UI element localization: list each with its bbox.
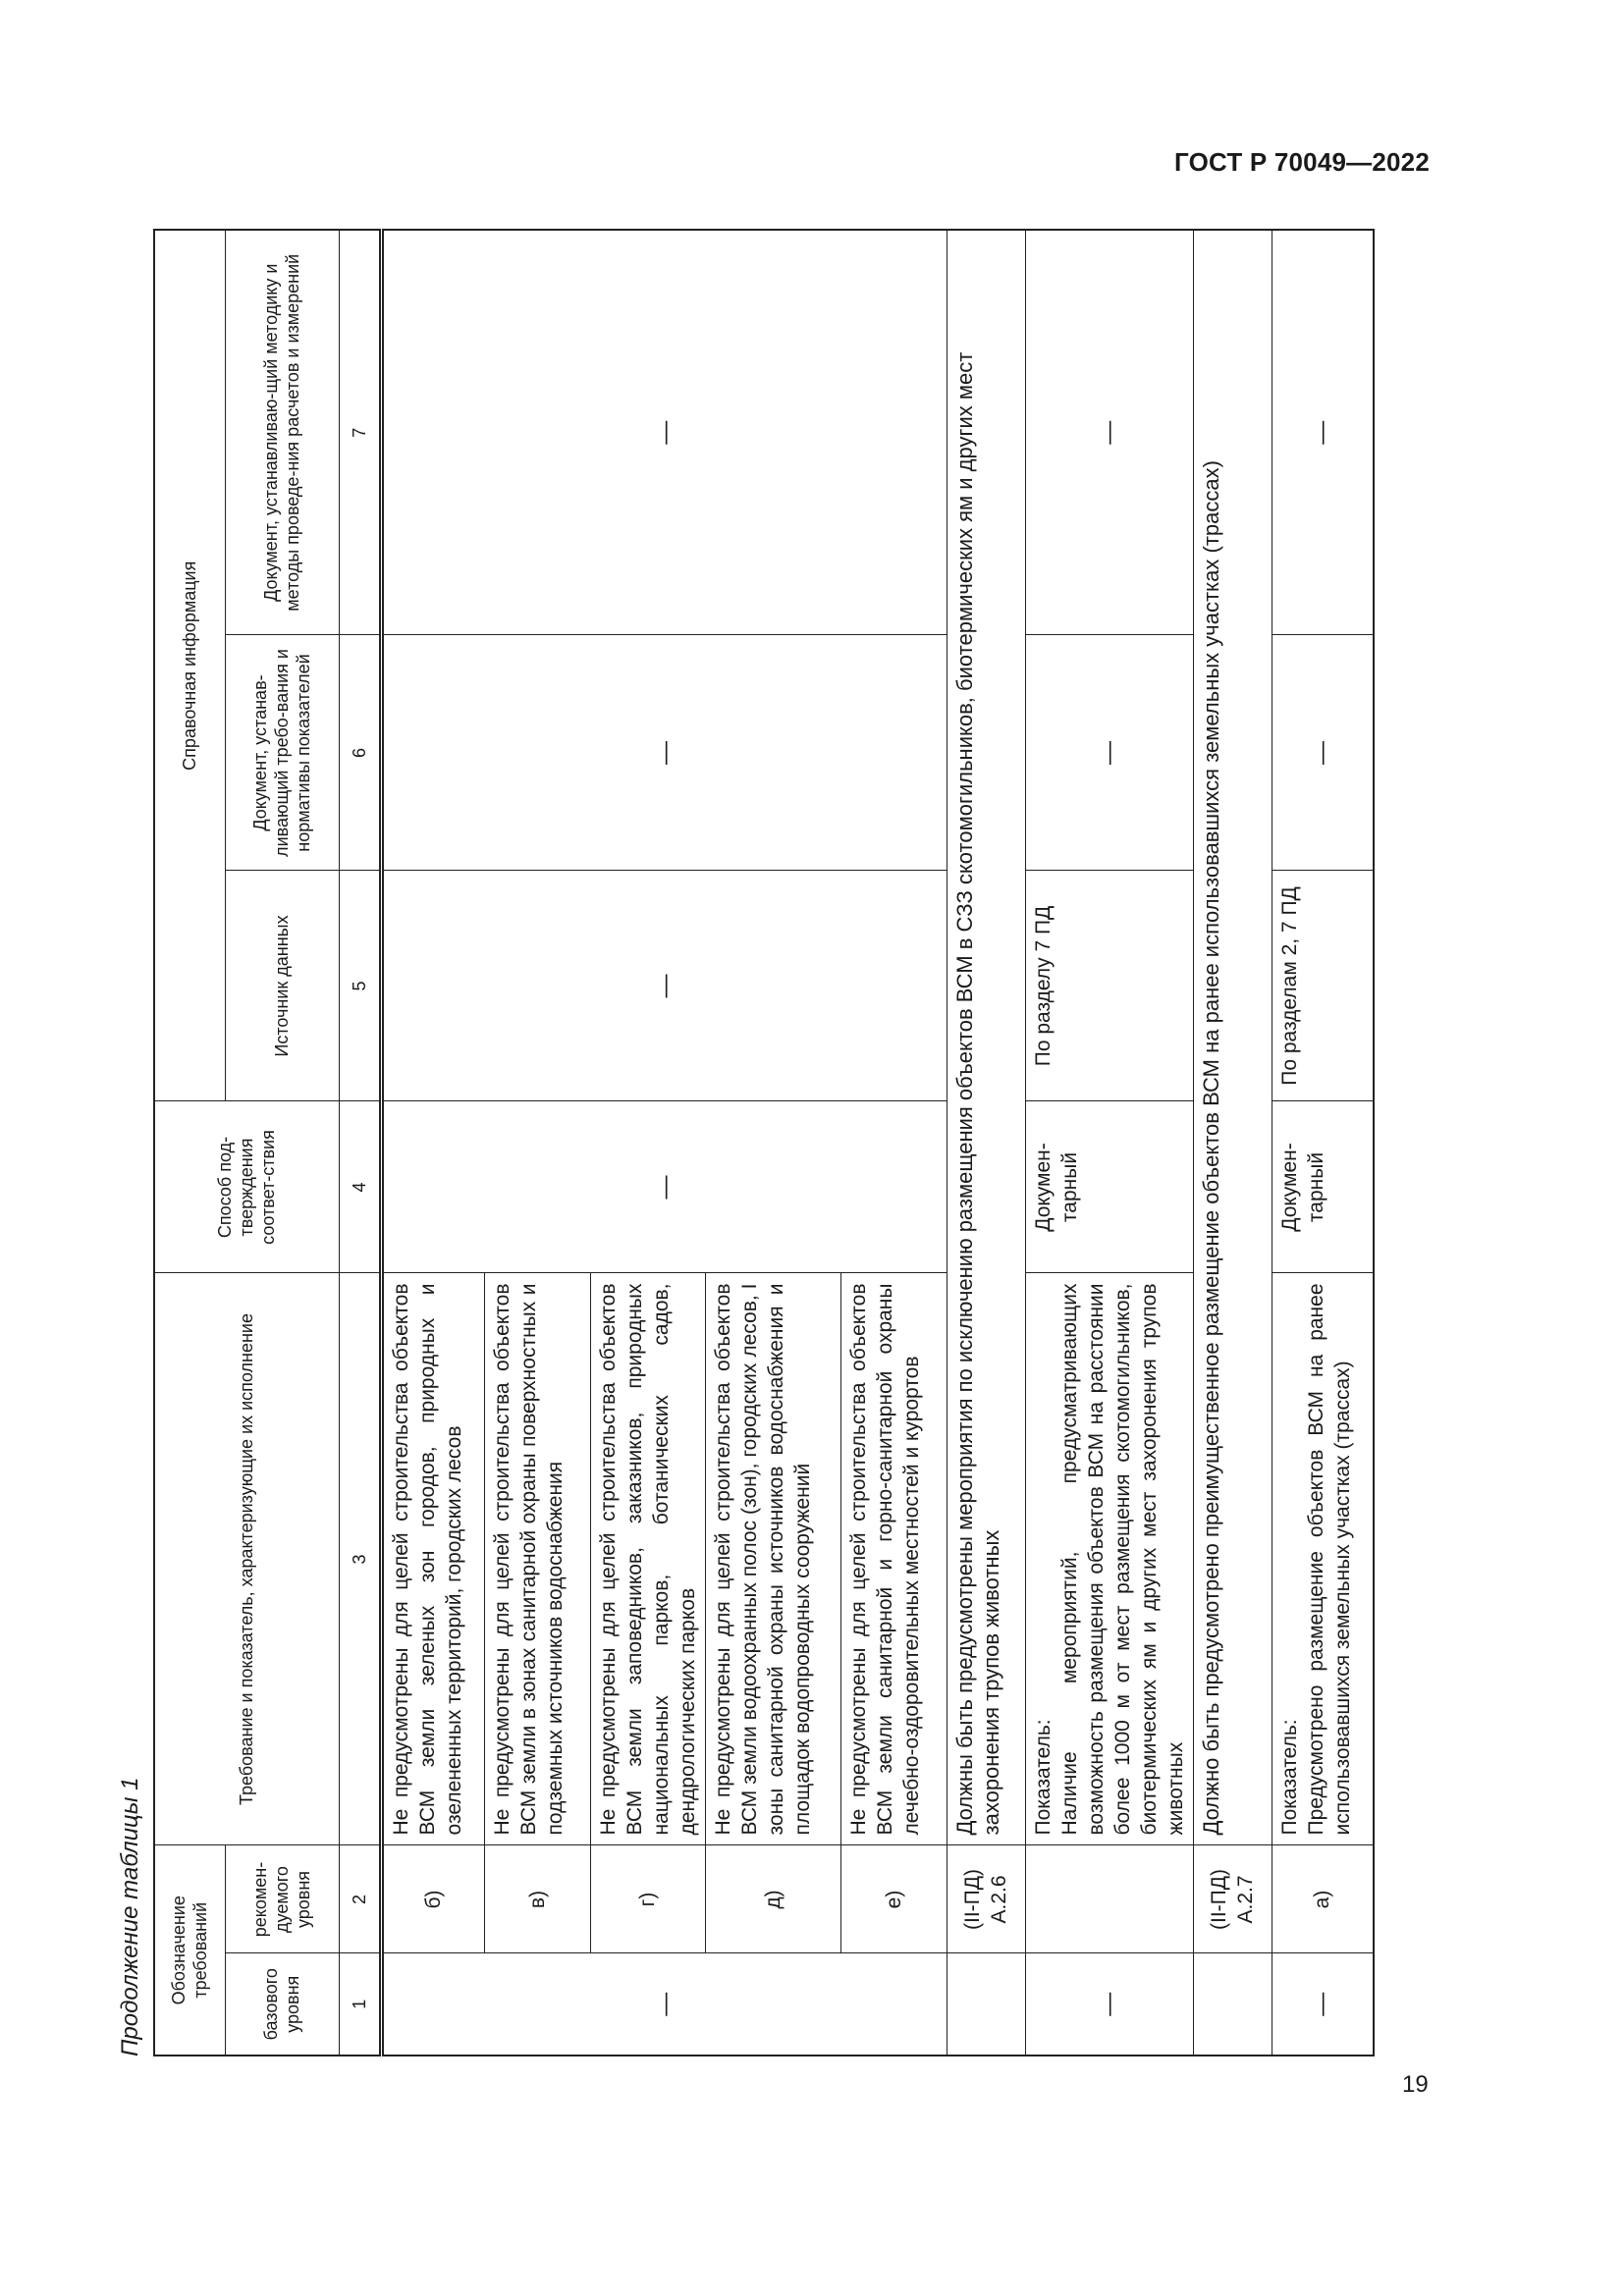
recommended-level-cell: е) <box>840 1845 947 1953</box>
table-row <box>381 230 484 2056</box>
header-doc-norms: Документ, устанав-ливающий требо-вания и нормативы показателей <box>225 635 339 871</box>
base-level-cell: — <box>1025 1953 1193 2056</box>
indicator-label: Показатель: <box>1277 1719 1301 1836</box>
header-doc-method: Документ, устанавливаю-щий методику и методы проведе-ния расчетов и измерений <box>225 230 339 635</box>
method-cell: Докумен-тарный <box>1272 1101 1374 1273</box>
recommended-level-cell: б) <box>381 1845 484 1953</box>
column-number: 7 <box>339 230 381 635</box>
doc-method-cell: — <box>381 230 947 635</box>
column-number: 5 <box>339 871 381 1101</box>
doc-norms-cell: — <box>381 635 947 871</box>
page-number: 19 <box>1402 2071 1429 2098</box>
column-number: 4 <box>339 1101 381 1273</box>
indicator-text: Предусмотрено размещение объектов ВСМ на ранее использовавшихся земельных участках (трассах) <box>1304 1283 1354 1836</box>
requirement-text: Не предусмотрены для целей строительства объектов ВСМ земли водоохранных полос (зон), городских лесов, I зоны санитарной охраны источников водоснабжения и площадок водопроводных сооружений <box>705 1273 840 1845</box>
requirement-text: Не предусмотрены для целей строительства объектов ВСМ земли в зонах санитарной охраны поверхностных и подземных источников водоснабжения <box>484 1273 590 1845</box>
doc-norms-cell: — <box>1025 635 1193 871</box>
indicator-text: Наличие мероприятий, предусматривающих возможность размещения объектов ВСМ на расстоянии более 1000 м от мест размещения скотомогильников, биотермических ям и других мест захоронения трупов животных <box>1057 1283 1187 1836</box>
method-cell: — <box>381 1101 947 1273</box>
document-code: ГОСТ Р 70049—2022 <box>1174 147 1430 177</box>
column-numbers-row <box>339 230 381 2056</box>
header-source: Источник данных <box>225 871 339 1101</box>
doc-norms-cell: — <box>1272 635 1374 871</box>
header-requirement: Требование и показатель, характеризующие их исполнение <box>154 1273 339 1845</box>
header-recommended: рекомен-дуемого уровня <box>225 1845 339 1953</box>
doc-method-cell: — <box>1272 230 1374 635</box>
recommended-level-cell: д) <box>705 1845 840 1953</box>
column-number: 1 <box>339 1953 381 2056</box>
indicator-cell <box>1025 1273 1193 1845</box>
recommended-level-cell: г) <box>590 1845 705 1953</box>
source-cell: По разделам 2, 7 ПД <box>1272 871 1374 1101</box>
rotated-table-page <box>108 231 1434 2056</box>
base-level-cell: — <box>381 1953 947 2056</box>
table-row <box>1025 230 1193 2056</box>
section-row <box>1193 230 1272 2056</box>
requirement-text: Не предусмотрены для целей строительства объектов ВСМ земли зеленых зон городов, природных и озелененных территорий, городских лесов <box>381 1273 484 1845</box>
column-number: 2 <box>339 1845 381 1953</box>
doc-method-cell: — <box>1025 230 1193 635</box>
base-level-cell: — <box>1272 1953 1374 2056</box>
recommended-level-cell: в) <box>484 1845 590 1953</box>
indicator-cell <box>1272 1273 1374 1845</box>
source-cell: — <box>381 871 947 1101</box>
requirement-text: Не предусмотрены для целей строительства объектов ВСМ земли санитарной и горно-санитарной охраны лечебно-оздоровительных местностей и курортов <box>840 1273 947 1845</box>
indicator-label: Показатель: <box>1031 1719 1055 1836</box>
header-base: базового уровня <box>225 1953 339 2056</box>
header-reference: Справочная информация <box>154 230 225 1101</box>
section-text: Должны быть предусмотрены мероприятия по исключению размещения объектов ВСМ в СЗЗ скотомогильников, биотермических ям и других мест захоронения трупов животных <box>947 230 1025 1845</box>
section-base-empty <box>1193 1953 1272 2056</box>
section-code: (II-ПД) А.2.7 <box>1193 1845 1272 1953</box>
requirement-text: Не предусмотрены для целей строительства объектов ВСМ земли заповедников, заказников, природных национальных парков, ботанических садов, дендрологических парков <box>590 1273 705 1845</box>
source-cell: По разделу 7 ПД <box>1025 871 1193 1101</box>
header-method: Способ под-тверждения соответ-ствия <box>154 1101 339 1273</box>
recommended-level-cell <box>1025 1845 1193 1953</box>
column-number: 3 <box>339 1273 381 1845</box>
table-caption: Продолжение таблицы 1 <box>117 1777 143 2056</box>
section-base-empty <box>947 1953 1025 2056</box>
requirements-table <box>153 229 1375 2056</box>
recommended-level-cell: а) <box>1272 1845 1374 1953</box>
method-cell: Докумен-тарный <box>1025 1101 1193 1273</box>
table-row <box>1272 230 1374 2056</box>
header-designation: Обозначение требований <box>154 1845 225 2056</box>
section-row <box>947 230 1025 2056</box>
section-text: Должно быть предусмотрено преимущественное размещение объектов ВСМ на ранее использовавшихся земельных участках (трассах) <box>1193 230 1272 1845</box>
column-number: 6 <box>339 635 381 871</box>
section-code: (II-ПД) А.2.6 <box>947 1845 1025 1953</box>
